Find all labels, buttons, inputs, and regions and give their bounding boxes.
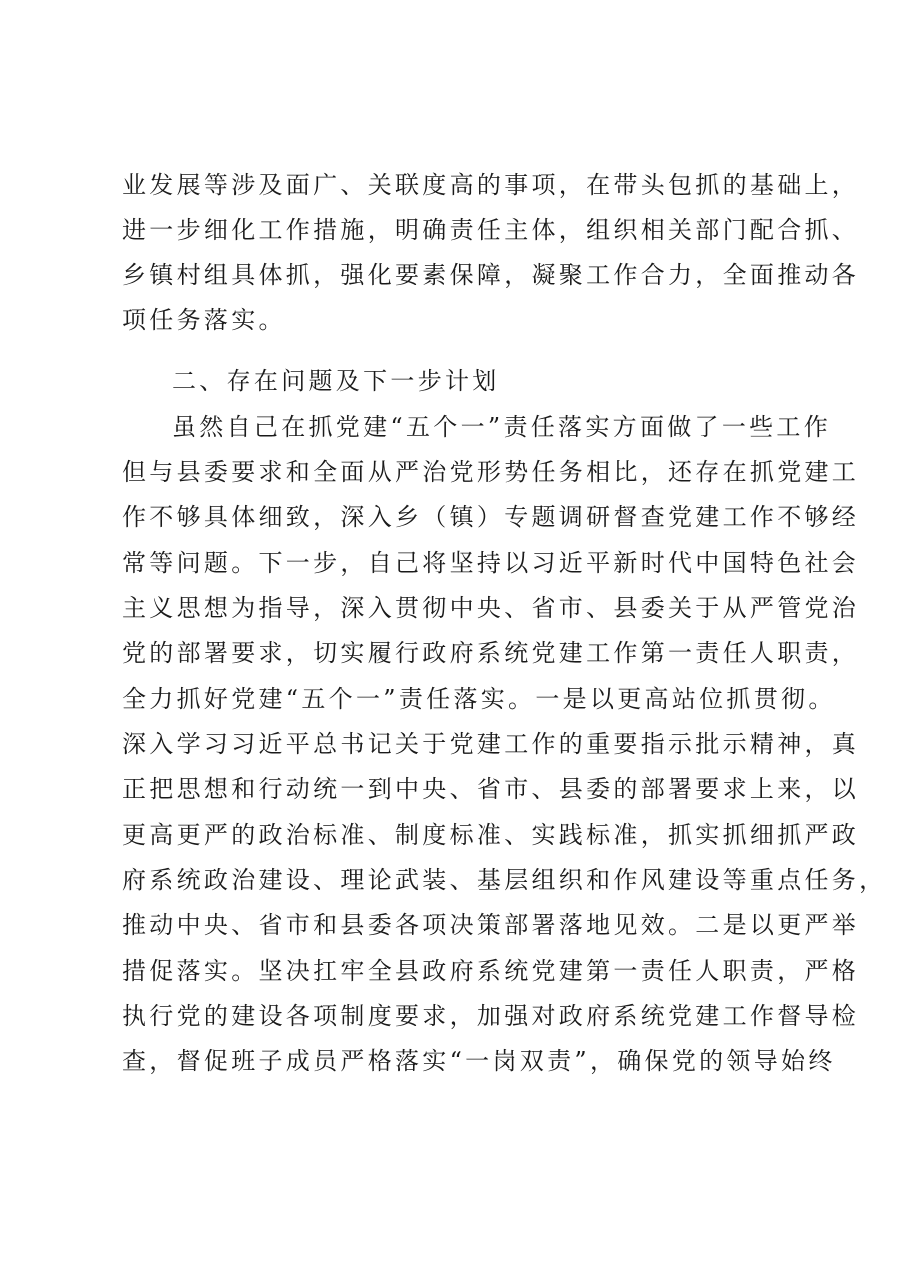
body-text-line: 虽然自己在抓党建“五个一”责任落实方面做了一些工作 — [172, 413, 832, 441]
body-text-line: 作不够具体细致，深入乡（镇）专题调研督查党建工作不够经 — [122, 503, 860, 531]
body-text-line: 正把思想和行动统一到中央、省市、县委的部署要求上来，以 — [122, 775, 860, 803]
section-heading: 二、存在问题及下一步计划 — [172, 367, 500, 395]
body-text-line: 但与县委要求和全面从严治党形势任务相比，还存在抓党建工 — [122, 458, 860, 486]
body-text-line: 府系统政治建设、理论武装、基层组织和作风建设等重点任务， — [122, 866, 887, 894]
body-text-line: 党的部署要求，切实履行政府系统党建工作第一责任人职责， — [122, 639, 860, 667]
body-text-line: 执行党的建设各项制度要求，加强对政府系统党建工作督导检 — [122, 1002, 860, 1030]
body-text-line: 全力抓好党建“五个一”责任落实。一是以更高站位抓贯彻。 — [122, 685, 836, 713]
body-text-line: 进一步细化工作措施，明确责任主体，组织相关部门配合抓、 — [122, 216, 860, 244]
body-text-line: 业发展等涉及面广、关联度高的事项，在带头包抓的基础上， — [122, 171, 860, 199]
body-text-line: 乡镇村组具体抓，强化要素保障，凝聚工作合力，全面推动各 — [122, 261, 860, 289]
body-text-line: 推动中央、省市和县委各项决策部署落地见效。二是以更严举 — [122, 911, 860, 939]
body-text-line: 常等问题。下一步，自己将坚持以习近平新时代中国特色社会 — [122, 549, 860, 577]
body-text-line: 措促落实。坚决扛牢全县政府系统党建第一责任人职责，严格 — [122, 957, 860, 985]
body-text-line: 更高更严的政治标准、制度标准、实践标准，抓实抓细抓严政 — [122, 821, 860, 849]
body-text-line: 深入学习习近平总书记关于党建工作的重要指示批示精神，真 — [122, 730, 860, 758]
body-text-line: 项任务落实。 — [122, 306, 286, 334]
body-text-line: 查，督促班子成员严格落实“一岗双责”，确保党的领导始终 — [122, 1047, 836, 1075]
body-text-line: 主义思想为指导，深入贯彻中央、省市、县委关于从严管党治 — [122, 594, 860, 622]
